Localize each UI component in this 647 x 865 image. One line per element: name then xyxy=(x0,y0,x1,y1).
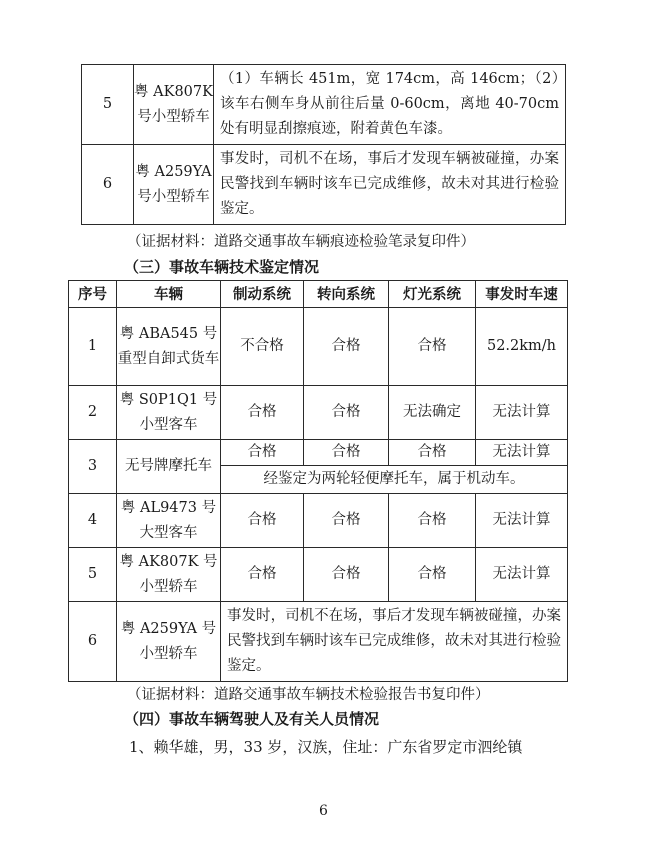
body-paragraph: 1、赖华雄，男，33 岁，汉族，住址：广东省罗定市泗纶镇 xyxy=(129,738,523,756)
speed-cell: 无法计算 xyxy=(476,548,568,602)
speed-cell: 无法计算 xyxy=(476,440,568,466)
table-header-row xyxy=(69,281,568,308)
trace-description: 事发时，司机不在场，事后才发现车辆被碰撞，办案民警找到车辆时该车已完成维修，故未对其进行检验鉴定。 xyxy=(214,145,566,225)
table-row xyxy=(69,602,568,682)
brake-cell: 合格 xyxy=(221,494,304,548)
lights-cell: 合格 xyxy=(389,308,476,386)
header-vehicle: 车辆 xyxy=(117,281,221,308)
appraisal-description: 事发时，司机不在场，事后才发现车辆被碰撞，办案民警找到车辆时该车已完成维修，故未对其进行检验鉴定。 xyxy=(221,602,568,682)
header-lights: 灯光系统 xyxy=(389,281,476,308)
evidence-caption-1: （证据材料：道路交通事故车辆痕迹检验笔录复印件） xyxy=(127,234,475,250)
vehicle-cell: 无号牌摩托车 xyxy=(117,440,221,494)
technical-appraisal-table xyxy=(68,280,568,682)
row-number: 5 xyxy=(82,65,134,145)
row-number: 1 xyxy=(69,308,117,386)
brake-cell: 不合格 xyxy=(221,308,304,386)
header-speed: 事发时车速 xyxy=(476,281,568,308)
row-number: 3 xyxy=(69,440,117,494)
vehicle-cell: 粤 A259YA 号小型轿车 xyxy=(117,602,221,682)
section-heading-4: （四）事故车辆驾驶人及有关人员情况 xyxy=(124,710,380,728)
vehicle-cell: 粤 S0P1Q1 号小型客车 xyxy=(117,386,221,440)
vehicle-cell: 粤 AL9473 号大型客车 xyxy=(117,494,221,548)
lights-cell: 无法确定 xyxy=(389,386,476,440)
steering-cell: 合格 xyxy=(304,494,389,548)
row-number: 6 xyxy=(69,602,117,682)
table-row xyxy=(69,548,568,602)
vehicle-cell: 粤 AK807K 号小型轿车 xyxy=(117,548,221,602)
appraisal-note: 经鉴定为两轮轻便摩托车，属于机动车。 xyxy=(221,466,568,494)
table-row xyxy=(69,386,568,440)
table-row xyxy=(82,65,566,145)
vehicle-cell: 粤 A259YA号小型轿车 xyxy=(134,145,214,225)
page-number: 6 xyxy=(319,803,328,819)
row-number: 4 xyxy=(69,494,117,548)
brake-cell: 合格 xyxy=(221,386,304,440)
steering-cell: 合格 xyxy=(304,440,389,466)
steering-cell: 合格 xyxy=(304,386,389,440)
speed-cell: 无法计算 xyxy=(476,494,568,548)
lights-cell: 合格 xyxy=(389,548,476,602)
steering-cell: 合格 xyxy=(304,308,389,386)
brake-cell: 合格 xyxy=(221,548,304,602)
header-no: 序号 xyxy=(69,281,117,308)
header-brake: 制动系统 xyxy=(221,281,304,308)
table-row xyxy=(69,494,568,548)
trace-inspection-table xyxy=(81,64,566,225)
table-row xyxy=(69,440,568,466)
trace-description: （1）车辆长 451m，宽 174cm，高 146cm；（2）该车右侧车身从前往后量 0-60cm，离地 40-70cm 处有明显刮擦痕迹，附着黄色车漆。 xyxy=(214,65,566,145)
speed-cell: 52.2km/h xyxy=(476,308,568,386)
steering-cell: 合格 xyxy=(304,548,389,602)
section-heading-3: （三）事故车辆技术鉴定情况 xyxy=(124,258,320,276)
table-row xyxy=(82,145,566,225)
speed-cell: 无法计算 xyxy=(476,386,568,440)
row-number: 5 xyxy=(69,548,117,602)
header-steering: 转向系统 xyxy=(304,281,389,308)
brake-cell: 合格 xyxy=(221,440,304,466)
lights-cell: 合格 xyxy=(389,440,476,466)
table-row xyxy=(69,308,568,386)
vehicle-cell: 粤 ABA545 号重型自卸式货车 xyxy=(117,308,221,386)
row-number: 6 xyxy=(82,145,134,225)
evidence-caption-2: （证据材料：道路交通事故车辆技术检验报告书复印件） xyxy=(127,687,490,703)
lights-cell: 合格 xyxy=(389,494,476,548)
vehicle-cell: 粤 AK807K号小型轿车 xyxy=(134,65,214,145)
row-number: 2 xyxy=(69,386,117,440)
